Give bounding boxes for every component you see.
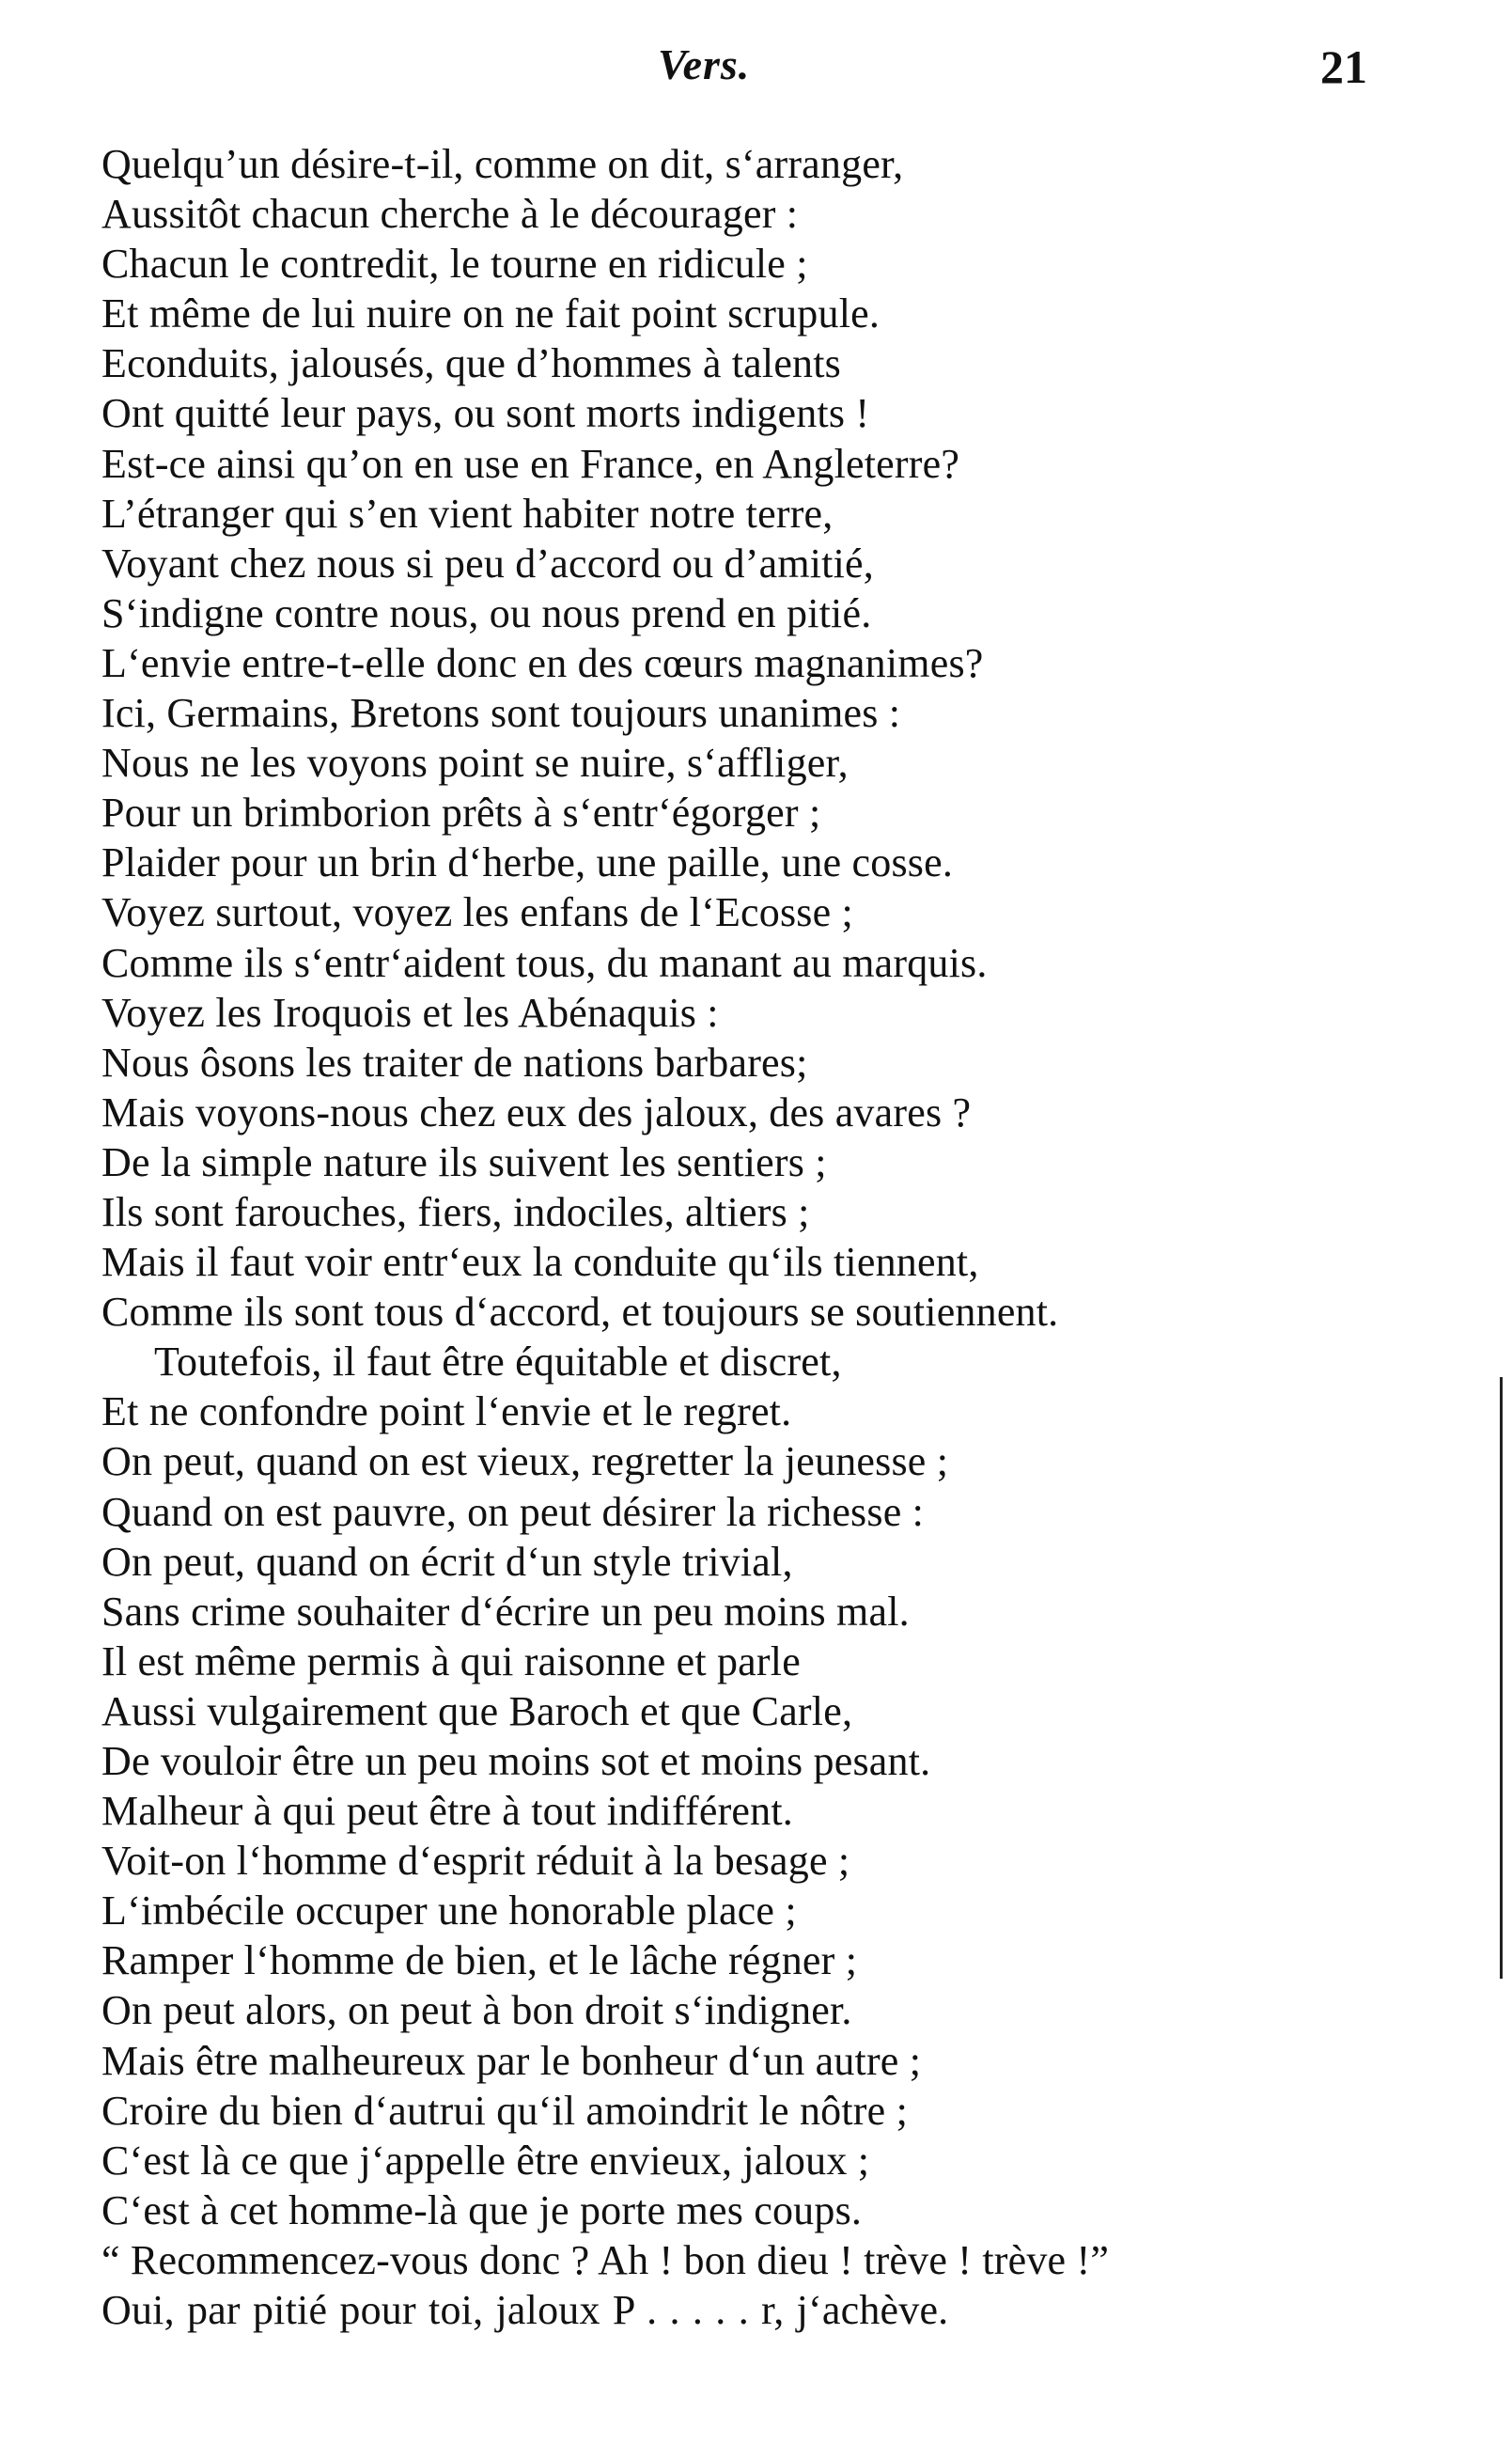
poem-line: Comme ils s‘entr‘aident tous, du manant au marquis. [101,939,988,986]
poem-line: Mais voyons-nous chez eux des jaloux, des avares ? [101,1089,972,1136]
poem-line: Croire du bien d‘autrui qu‘il amoindrit le nôtre ; [101,2087,909,2134]
poem-line: Ont quitté leur pays, ou sont morts indigents ! [101,390,870,437]
poem-line: L’étranger qui s’en vient habiter notre terre, [101,490,834,537]
poem-line: On peut, quand on est vieux, regretter la jeunesse ; [101,1438,949,1485]
poem-line: “ Recommencez-vous donc ? Ah ! bon dieu ! trève ! trève !” [101,2236,1110,2283]
poem-line: Econduits, jalousés, que d’hommes à talents [101,340,842,387]
poem-line: De la simple nature ils suivent les sentiers ; [101,1138,827,1185]
poem-line: Voyez surtout, voyez les enfans de l‘Ecosse ; [101,889,853,936]
poem-line: Et même de lui nuire on ne fait point scrupule. [101,290,881,337]
poem-line: Mais être malheureux par le bonheur d‘un autre ; [101,2037,922,2084]
poem-line: Il est même permis à qui raisonne et parle [101,1637,801,1684]
poem-line: Malheur à qui peut être à tout indifférent. [101,1788,793,1835]
poem-line: Voyez les Iroquois et les Abénaquis : [101,989,719,1036]
poem-line: Chacun le contredit, le tourne en ridicule ; [101,241,808,288]
poem-line: C‘est à cet homme-là que je porte mes coups. [101,2186,863,2233]
poem-line: Voyant chez nous si peu d’accord ou d’amitié, [101,540,874,587]
poem-line: S‘indigne contre nous, ou nous prend en pitié. [101,589,872,636]
running-title: Vers. [658,40,751,88]
poem-line: On peut, quand on écrit d‘un style trivial, [101,1538,793,1585]
poem-line: Voit-on l‘homme d‘esprit réduit à la besage ; [101,1838,850,1885]
poem-line: Ils sont farouches, fiers, indociles, altiers ; [101,1188,810,1235]
page-number: 21 [1320,40,1367,93]
poem-line: Quand on est pauvre, on peut désirer la richesse : [101,1488,925,1535]
poem-line: Aussitôt chacun cherche à le décourager : [101,191,799,238]
poem-text [101,139,1473,2335]
poem-line: Ramper l‘homme de bien, et le lâche régner ; [101,1937,858,1984]
poem-line: Quelqu’un désire-t-il, comme on dit, s‘arranger, [101,141,904,187]
poem-line: Nous ôsons les traiter de nations barbares; [101,1039,808,1086]
poem-line: De vouloir être un peu moins sot et moins pesant. [101,1738,931,1784]
poem-line: Sans crime souhaiter d‘écrire un peu moins mal. [101,1588,910,1635]
poem-line-indented: Toutefois, il faut être équitable et discret, [154,1339,842,1386]
poem-line: Est-ce ainsi qu’on en use en France, en Angleterre? [101,440,960,487]
poem-line-final: Oui, par pitié pour toi, jaloux P . . . . . r, j‘achève. [101,2287,949,2334]
poem-line: Et ne confondre point l‘envie et le regret. [101,1388,792,1435]
poem-line: Ici, Germains, Bretons sont toujours unanimes : [101,690,901,737]
poem-line: Nous ne les voyons point se nuire, s‘affliger, [101,740,849,787]
poem-line: Aussi vulgairement que Baroch et que Carle, [101,1687,853,1734]
poem-line: C‘est là ce que j‘appelle être envieux, jaloux ; [101,2137,870,2184]
margin-rule [1500,1377,1503,1979]
poem-line: Plaider pour un brin d‘herbe, une paille, une cosse. [101,839,954,886]
poem-line: Pour un brimborion prêts à s‘entr‘égorger ; [101,790,821,837]
poem-line: Mais il faut voir entr‘eux la conduite qu‘ils tiennent, [101,1239,979,1286]
poem-line: L‘imbécile occuper une honorable place ; [101,1887,797,1934]
poem-line: On peut alors, on peut à bon droit s‘indigner. [101,1987,852,2034]
poem-line: Comme ils sont tous d‘accord, et toujours se soutiennent. [101,1289,1059,1336]
poem-line: L‘envie entre-t-elle donc en des cœurs magnanimes? [101,639,984,686]
